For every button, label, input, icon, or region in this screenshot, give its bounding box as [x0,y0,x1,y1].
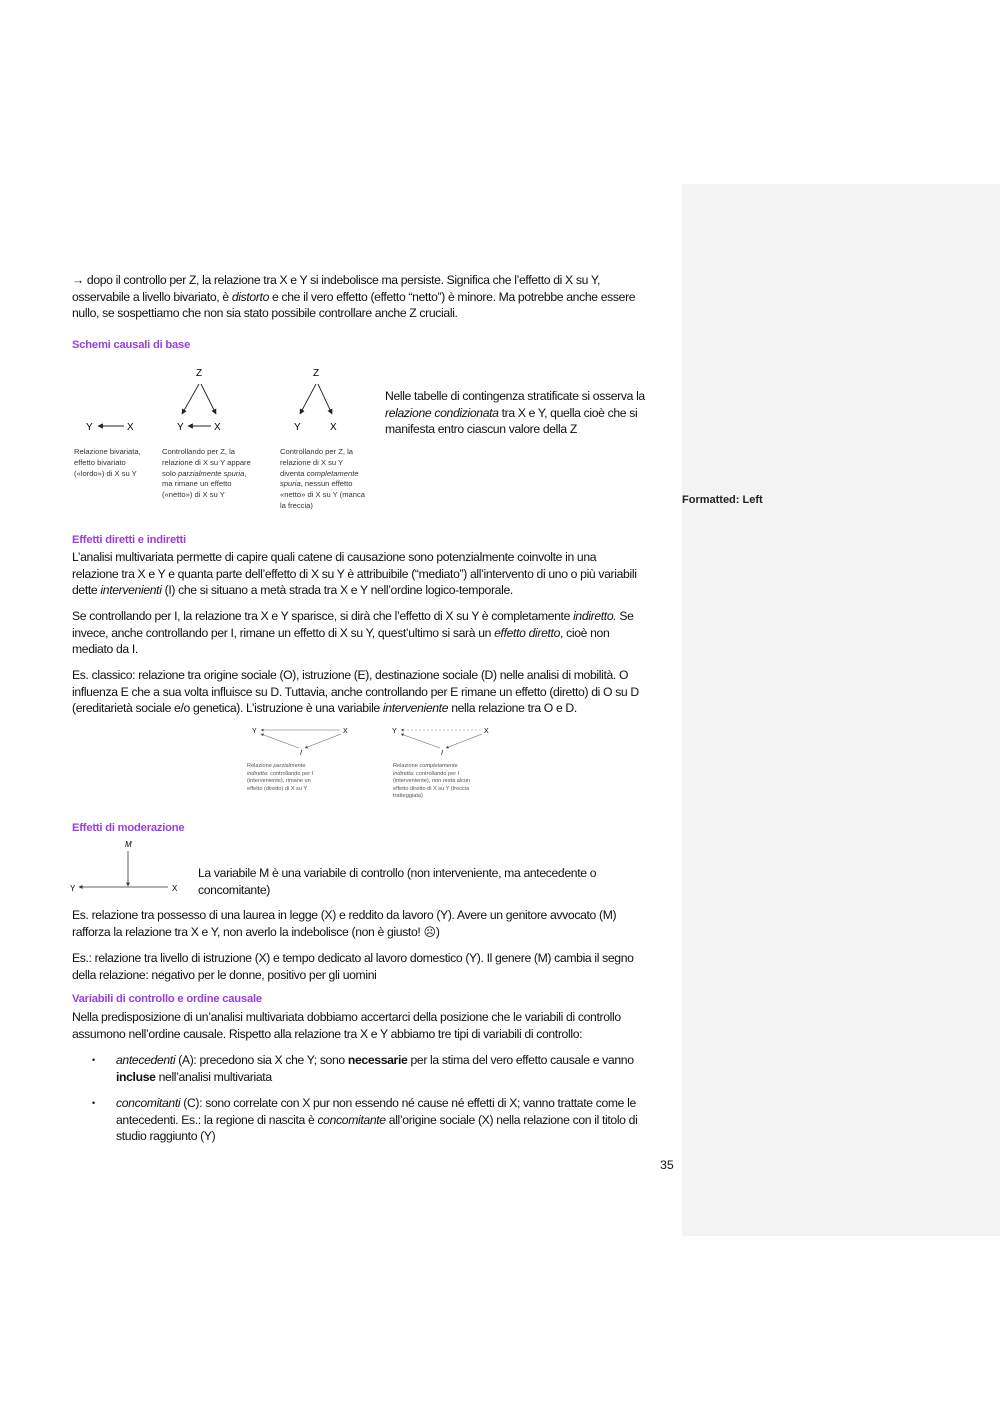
intervening-diagrams [245,722,495,758]
fig2-i-label: I [441,750,443,757]
diagram1-y-label: Y [86,422,93,433]
paragraph-multivariata: L’analisi multivariata permette di capire quali catene di causazione sono potenzialmente coinvolte in una relazione tra X e Y e quanta parte dell’effetto di X su Y è attribuibile (“mediato”) all’intervento di uno o più variabili dette intervenienti (I) che si situano a metà strada tra X e Y nell’ordine logico-temporale. [72,550,637,597]
diagram-completely-spurious [294,368,337,433]
diagram3-y-label: Y [294,422,301,433]
paragraph-indiretto: Se controllando per I, la relazione tra X e Y sparisce, si dirà che l’effetto di X su Y è completamente indiretto. Se invece, anche controllando per I, rimane un effetto di X su Y, quest’ultimo si sarà un effetto diretto, cioè non mediato da I. [72,609,634,656]
list-item-concomitanti: • concomitanti (C): sono correlate con X pur non essendo né cause né effetti di X; vanno trattate come le antecedenti. Es.: la regione di nascita è concomitante all’origine sociale (X) nella relazione con il titolo di studio raggiunto (Y) [92,1096,638,1143]
bullet-icon: • [92,1055,95,1065]
moderation-m-label: M [125,840,132,849]
list-item-antecedenti: • antecedenti (A): precedono sia X che Y; sono necessarie per la stima del vero effetto causale e vanno incluse nell’analisi multivariata [92,1053,634,1084]
fig1-x-label: X [343,728,348,735]
caption-partially-spurious: Controllando per Z, la relazione di X su Y appare solo parzialmente spuria, ma rimane un effetto («netto») di X su Y [162,447,251,500]
comment-margin-label: Formatted: Left [682,494,763,506]
caption-completely-indirect: Relazione completamente indiretta: controllando per I (interveniente), non resta alcun effetto diretto di X su Y (freccia tratteggiata) [393,763,471,800]
page-number: 35 [660,1158,674,1172]
diagram-partially-indirect [252,728,348,757]
moderation-x-label: X [172,884,178,893]
diagram3-x-label: X [330,422,337,433]
causal-diagrams [72,362,372,442]
diagram2-y-label: Y [177,422,184,433]
paragraph-lavoro-domestico: Es.: relazione tra livello di istruzione (X) e tempo dedicato al lavoro domestico (Y). Il genere (M) cambia il segno della relazione: negativo per le donne, positivo per gli uomini [72,951,634,982]
heading-moderazione: Effetti di moderazione [72,822,185,834]
paragraph-predisposizione: Nella predisposizione di un’analisi multivariata dobbiamo accertarci della posizione che le variabili di controllo assumono nell’ordine causale. Rispetto alla relazione tra X e Y abbiamo tre tipi di variabili di controllo: [72,1010,621,1041]
moderation-diagram [66,836,186,898]
heading-schemi-causali: Schemi causali di base [72,339,191,351]
fig1-i-label: I [300,750,302,757]
paragraph-mobilita: Es. classico: relazione tra origine sociale (O), istruzione (E), destinazione sociale (D) nelle analisi di mobilità. O influenza E che a sua volta influisce su D. Tuttavia, anche controllando per E rimane un effetto (diretto) di O su D (ereditarietà sociale e/o genetica). L’istruzione è una variabile interveniente nella relazione tra O e D. [72,668,639,715]
diagram-partially-spurious [177,368,221,433]
diagram-completely-indirect [392,728,489,757]
heading-variabili-controllo: Variabili di controllo e ordine causale [72,993,262,1005]
diagram1-x-label: X [127,422,134,433]
diagram2-z-label: Z [196,368,203,379]
diagram3-z-label: Z [313,368,320,379]
diagram2-x-label: X [214,422,221,433]
fig2-x-label: X [484,728,489,735]
fig1-y-label: Y [252,728,257,735]
paragraph-laurea-legge: Es. relazione tra possesso di una laurea in legge (X) e reddito da lavoro (Y). Avere un genitore avvocato (M) rafforza la relazione tra X e Y, non averlo la indebolisce (non è giusto! ☹) [72,908,617,939]
caption-partially-indirect: Relazione parzialmente indiretta: controllando per I (interveniente), rimane un effetto (diretto) di X su Y [247,763,314,792]
caption-completely-spurious: Controllando per Z, la relazione di X su Y diventa completamente spuria, nessun effetto «netto» di X su Y (manca la freccia) [280,447,365,510]
moderation-y-label: Y [70,884,76,893]
comment-margin-pane [682,184,1000,1236]
contingency-note: Nelle tabelle di contingenza stratificate si osserva la relazione condizionata tra X e Y, quella cioè che si manifesta entro ciascun valore della Z [385,389,645,436]
heading-effetti-diretti: Effetti diretti e indiretti [72,534,186,546]
arrow-icon: → [72,273,84,287]
bullet-icon: • [92,1098,95,1108]
moderation-note: La variabile M è una variabile di controllo (non interveniente, ma antecedente o concomitante) [198,866,597,897]
diagram-bivariate [86,422,134,433]
fig2-y-label: Y [392,728,397,735]
intro-paragraph: → dopo il controllo per Z, la relazione tra X e Y si indebolisce ma persiste. Significa che l’effetto di X su Y, osservabile a livello bivariato, è distorto e che il vero effetto (effetto “netto”) è minore. Ma potrebbe anche essere nullo, se sospettiamo che non sia stato possibile controllare anche Z cruciali. [72,273,636,320]
caption-bivariate: Relazione bivariata, effetto bivariato («lordo») di X su Y [74,447,141,478]
